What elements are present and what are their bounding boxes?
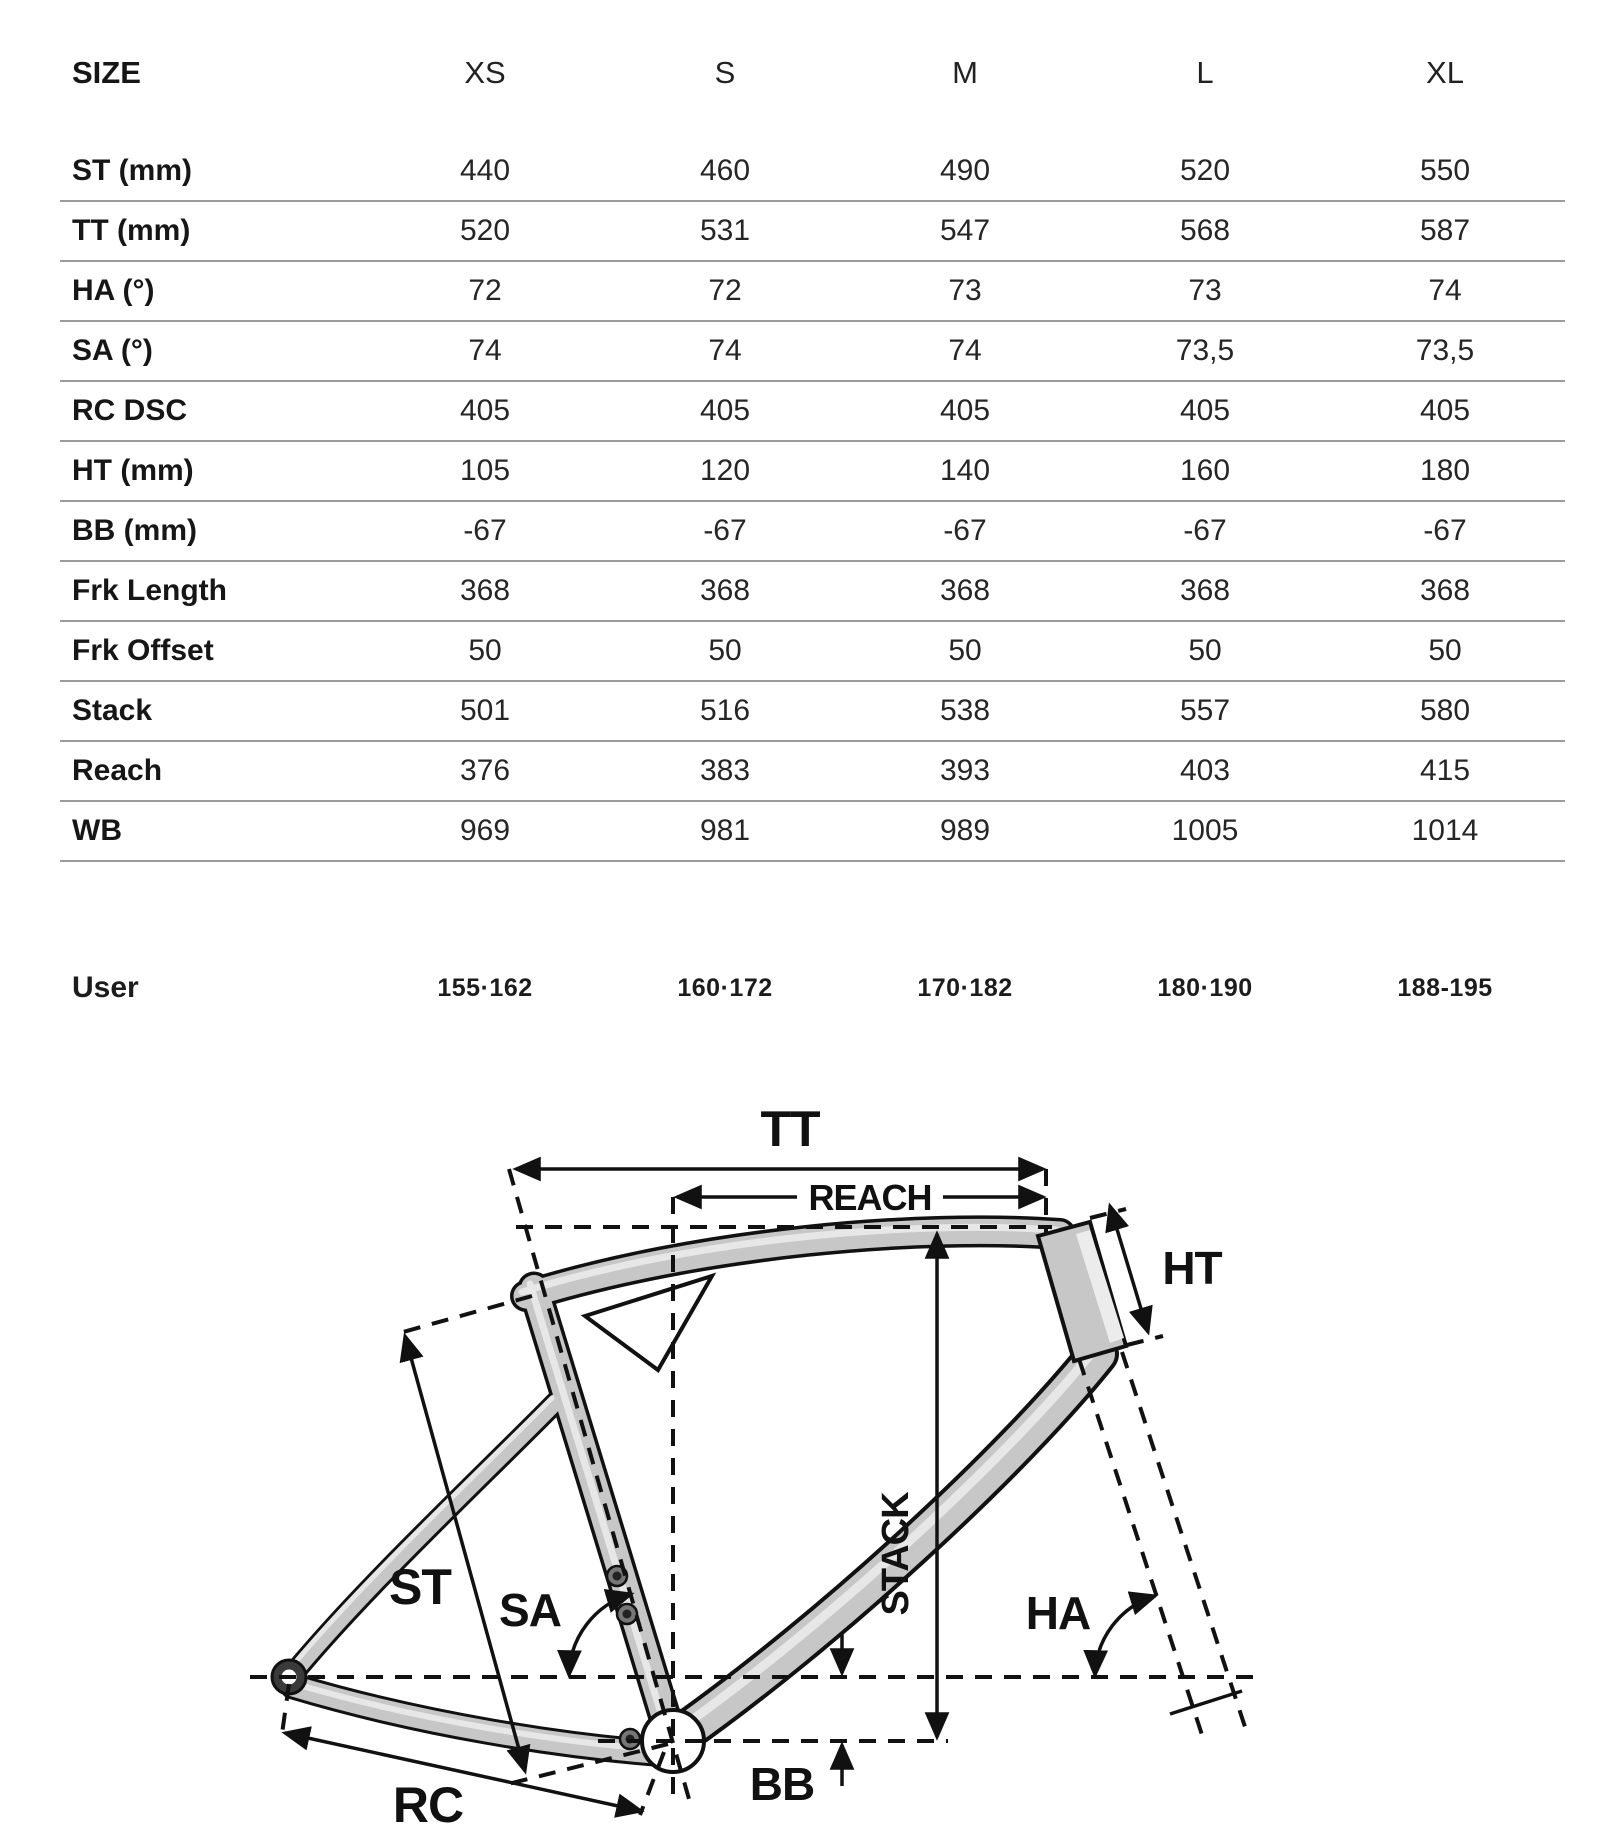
row-value-xl: 587: [1325, 201, 1565, 261]
row-value-s: 981: [605, 801, 845, 861]
table-row: [60, 201, 1565, 261]
size-column-header: SIZE: [72, 55, 141, 90]
row-value-m: 50: [845, 621, 1085, 681]
row-label: Stack: [60, 681, 365, 741]
row-value-xl: 368: [1325, 561, 1565, 621]
row-label: RC DSC: [60, 381, 365, 441]
row-value-s: -67: [605, 501, 845, 561]
row-label: Frk Offset: [60, 621, 365, 681]
user-range-m: 170·182: [917, 973, 1013, 1002]
ht-bottom-extension: [1127, 1336, 1163, 1345]
stack-label: STACK: [875, 1492, 917, 1616]
size-header-xs: XS: [464, 55, 506, 90]
table-row: [60, 681, 1565, 741]
row-value-xs: 376: [365, 741, 605, 801]
table-row: [60, 621, 1565, 681]
table-row: [60, 321, 1565, 381]
row-value-xl: 1014: [1325, 801, 1565, 861]
size-header-m: M: [952, 55, 978, 90]
table-row: [60, 441, 1565, 501]
row-value-s: 50: [605, 621, 845, 681]
row-value-s: 120: [605, 441, 845, 501]
row-value-l: 520: [1085, 142, 1325, 201]
size-header-l: L: [1196, 55, 1214, 90]
table-row: [60, 261, 1565, 321]
row-value-s: 383: [605, 741, 845, 801]
row-label: TT (mm): [60, 201, 365, 261]
row-value-m: 538: [845, 681, 1085, 741]
row-value-xs: 440: [365, 142, 605, 201]
ha-baseline-tick: [1170, 1691, 1242, 1714]
user-height-row: [60, 967, 1565, 1009]
row-value-m: 547: [845, 201, 1085, 261]
row-value-m: 989: [845, 801, 1085, 861]
size-header-s: S: [714, 55, 736, 90]
row-label: BB (mm): [60, 501, 365, 561]
diagram-labels: [389, 1101, 1223, 1826]
row-value-s: 74: [605, 321, 845, 381]
row-value-xs: 969: [365, 801, 605, 861]
table-row: [60, 381, 1565, 441]
row-value-l: 50: [1085, 621, 1325, 681]
rc-label: RC: [392, 1777, 464, 1826]
row-label: ST (mm): [60, 142, 365, 201]
row-value-l: 403: [1085, 741, 1325, 801]
row-value-l: 1005: [1085, 801, 1325, 861]
header-spacer: [60, 102, 1565, 142]
table-row: [60, 741, 1565, 801]
row-value-m: 405: [845, 381, 1085, 441]
row-value-l: 73,5: [1085, 321, 1325, 381]
row-value-xl: 50: [1325, 621, 1565, 681]
row-value-xl: 550: [1325, 142, 1565, 201]
row-value-m: -67: [845, 501, 1085, 561]
row-value-xl: 73,5: [1325, 321, 1565, 381]
row-label: WB: [60, 801, 365, 861]
row-label: SA (°): [60, 321, 365, 381]
row-value-l: 557: [1085, 681, 1325, 741]
row-value-s: 460: [605, 142, 845, 201]
row-value-m: 368: [845, 561, 1085, 621]
row-value-s: 368: [605, 561, 845, 621]
ht-label: HT: [1162, 1242, 1222, 1294]
row-label: Reach: [60, 741, 365, 801]
table-header-row: [60, 44, 1565, 102]
size-header-xl: XL: [1426, 55, 1464, 90]
tt-label: TT: [760, 1101, 820, 1157]
row-value-m: 74: [845, 321, 1085, 381]
row-value-l: 405: [1085, 381, 1325, 441]
row-value-xs: 368: [365, 561, 605, 621]
row-value-l: 73: [1085, 261, 1325, 321]
row-value-xs: 405: [365, 381, 605, 441]
ht-top-extension: [1090, 1209, 1126, 1218]
geometry-table-body: [60, 142, 1565, 861]
row-value-xs: 74: [365, 321, 605, 381]
geometry-table: [60, 44, 1565, 862]
row-value-xl: 74: [1325, 261, 1565, 321]
user-range-xs: 155·162: [437, 973, 533, 1002]
bb-label: BB: [749, 1758, 815, 1810]
user-range-l: 180·190: [1157, 973, 1253, 1002]
user-range-s: 160·172: [677, 973, 773, 1002]
row-value-s: 516: [605, 681, 845, 741]
row-value-l: 368: [1085, 561, 1325, 621]
row-value-xl: 405: [1325, 381, 1565, 441]
row-value-xs: 105: [365, 441, 605, 501]
row-value-l: 160: [1085, 441, 1325, 501]
row-value-s: 72: [605, 261, 845, 321]
row-value-xs: 72: [365, 261, 605, 321]
row-value-xs: -67: [365, 501, 605, 561]
row-label: HA (°): [60, 261, 365, 321]
sa-label: SA: [499, 1584, 561, 1636]
table-row: [60, 501, 1565, 561]
row-value-l: -67: [1085, 501, 1325, 561]
row-value-m: 393: [845, 741, 1085, 801]
ha-label: HA: [1025, 1587, 1091, 1639]
row-label: Frk Length: [60, 561, 365, 621]
user-row-label: User: [72, 971, 139, 1004]
row-value-xs: 50: [365, 621, 605, 681]
row-value-xl: -67: [1325, 501, 1565, 561]
row-value-s: 531: [605, 201, 845, 261]
table-row: [60, 142, 1565, 201]
row-value-xl: 415: [1325, 741, 1565, 801]
row-value-m: 490: [845, 142, 1085, 201]
row-value-xs: 501: [365, 681, 605, 741]
user-range-xl: 188-195: [1397, 973, 1493, 1002]
table-row: [60, 561, 1565, 621]
frame-geometry-diagram: [0, 1084, 1613, 1826]
ha-angle-arc: [1095, 1596, 1155, 1675]
row-value-m: 140: [845, 441, 1085, 501]
row-value-xl: 180: [1325, 441, 1565, 501]
row-value-l: 568: [1085, 201, 1325, 261]
row-value-m: 73: [845, 261, 1085, 321]
reach-label: REACH: [808, 1177, 932, 1218]
bike-frame-illustration: [272, 1222, 1126, 1772]
row-label: HT (mm): [60, 441, 365, 501]
row-value-xl: 580: [1325, 681, 1565, 741]
row-value-s: 405: [605, 381, 845, 441]
table-row: [60, 801, 1565, 861]
row-value-xs: 520: [365, 201, 605, 261]
st-label: ST: [389, 1559, 451, 1615]
